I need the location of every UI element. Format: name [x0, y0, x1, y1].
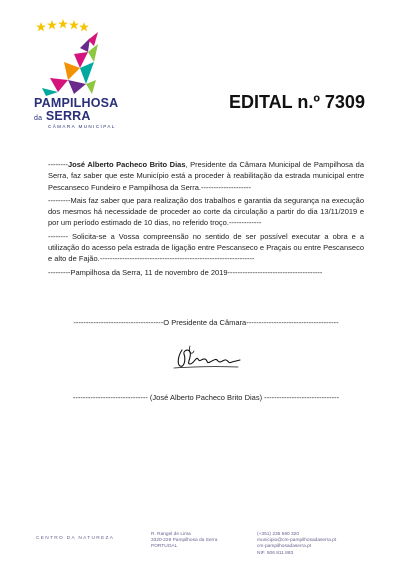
footer-tagline: [36, 536, 114, 542]
brand-da-text: da: [34, 115, 43, 122]
footer-tagline-text: CENTRO DA NATUREZA: [36, 536, 115, 541]
signer-name-line: ------------------------------ (José Alberto Pacheco Brito Dias) ------------------------------: [72, 393, 340, 402]
footer-phone: (+351) 235 590 320: [257, 532, 300, 537]
stars-and-goat-emblem: [28, 18, 138, 98]
footer-country: PORTUGAL: [151, 544, 178, 550]
date-line: ---------Pampilhosa da Serra, 11 de novembro de 2019--------------------------------------: [48, 267, 323, 277]
footer-nif: NIF. 506 811 883: [257, 550, 294, 556]
paragraph-1: [48, 159, 364, 193]
paragraph-2: ---------Mais faz saber que para realização dos trabalhos e garantia da segurança na execução dos mesmos há necessidade de proceder ao corte da circulação a partir do dia 13/11/2019 e por um período estimado de 10 dias, no referido troço.-------------: [48, 195, 364, 228]
brand-serra-text: SERRA: [45, 109, 91, 123]
footer-website: cm-pampilhosadaserra.pt: [257, 544, 312, 550]
footer-address: [151, 532, 217, 551]
footer-street: R. Rangel de Lima: [151, 532, 191, 537]
paragraph-1-prefix: --------: [48, 160, 68, 169]
president-name: José Alberto Pacheco Brito Dias: [67, 160, 186, 169]
document-title: EDITAL n.º 7309: [229, 92, 365, 112]
footer-email: municipio@cm-pampilhosadaserra.pt: [257, 538, 337, 544]
star-icon: [47, 20, 57, 29]
footer-contacts: [257, 532, 336, 557]
handwritten-signature: [168, 342, 258, 376]
star-icon: [69, 20, 79, 29]
brand-subtitle: CÂMARA MUNICIPAL: [48, 124, 116, 129]
municipal-logo: [28, 18, 138, 133]
brand-name-line2: [34, 109, 91, 123]
star-icon: [58, 19, 68, 28]
edital-body: [48, 159, 364, 280]
brand-name: [34, 96, 118, 110]
goat-icon: [42, 32, 98, 96]
president-title-line: ------------------------------------O Presidente da Câmara-------------------------------------: [73, 318, 339, 327]
paragraph-3: -------- Solicita-se a Vossa compreensão no sentido de ser possível executar a obra e a utilização do acesso pela estrada de ligação entre Pescanseco e Praçais ou entre Pescanseco e alto de Fajão.--------------------------------------------------------------: [48, 231, 364, 264]
star-icon: [79, 22, 89, 31]
brand-name-text: PAMPILHOSA: [34, 96, 119, 110]
star-icon: [36, 22, 46, 31]
paragraph-1-text: , Presidente da Câmara Municipal de Pampilhosa da Serra, faz saber que este Município está a proceder à reabilitação da estrada municipal entre Pescanseco Fundeiro e Pampilhosa da Serra.--------------------: [48, 160, 364, 192]
footer-postal: 3320-229 Pampilhosa da Serra: [151, 538, 218, 544]
